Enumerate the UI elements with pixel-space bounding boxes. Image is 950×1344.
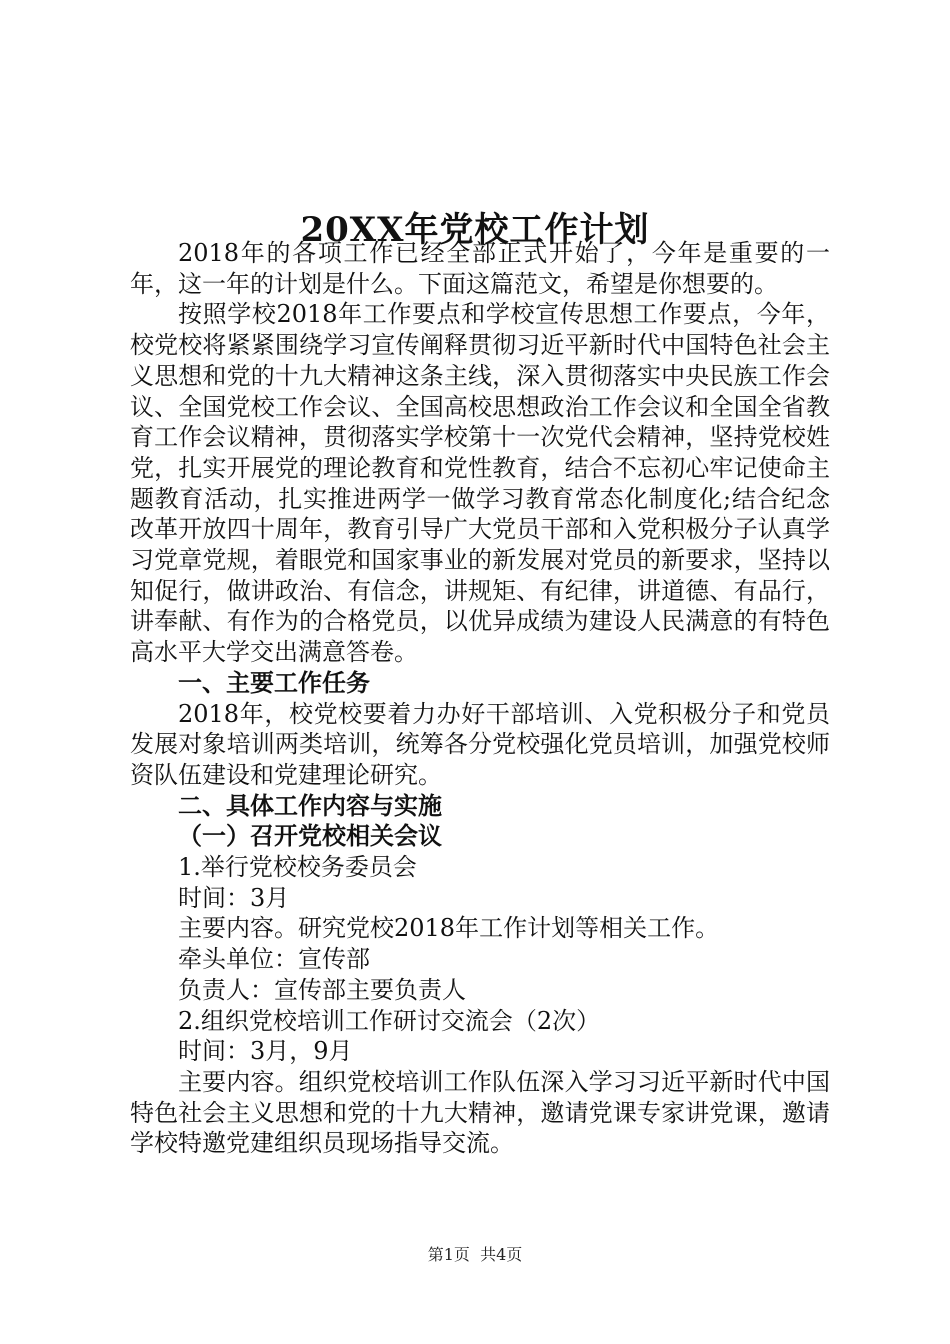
item-lead-unit: 牵头单位：宣传部 [178,945,370,974]
item-responsible-person: 负责人：宣传部主要负责人 [178,975,466,1004]
page-footer [0,1243,950,1267]
intro-paragraph: 2018年的各项工作已经全部正式开始了，今年是重要的一年，这一年的计划是什么。下面这篇范文，希望是你想要的。 [130,239,830,298]
page-number-total: 共4页 [480,1245,523,1264]
main-tasks-paragraph: 2018年，校党校要着力办好干部培训、入党积极分子和党员发展对象培训两类培训，统筹各分党校强化党员培训，加强党校师资队伍建设和党建理论研究。 [130,699,830,789]
item-time: 时间：3月，9月 [178,1037,353,1066]
item-heading-seminar: 2.组织党校培训工作研讨交流会（2次） [178,1006,601,1035]
document-title: 20XX年党校工作计划 [300,209,650,250]
item-time: 时间：3月 [178,883,290,912]
document-body [130,238,830,1159]
item-content: 主要内容。研究党校2018年工作计划等相关工作。 [178,914,720,943]
subsection-heading-meetings: （一）召开党校相关会议 [178,821,442,851]
item-heading-council-meeting: 1.举行党校校务委员会 [178,853,417,882]
section-heading-implementation: 二、具体工作内容与实施 [178,790,442,820]
plan-overview-paragraph: 按照学校2018年工作要点和学校宣传思想工作要点，今年，校党校将紧紧围绕学习宣传阐释贯彻习近平新时代中国特色社会主义思想和党的十九大精神这条主线，深入贯彻落实中央民族工作会议、全国党校工作会议、全国高校思想政治工作会议和全国全省教育工作会议精神，贯彻落实学校第十一次党代会精神，坚持党校姓党，扎实开展党的理论教育和党性教育，结合不忘初心牢记使命主题教育活动，扎实推进两学一做学习教育常态化制度化;结合纪念改革开放四十周年，教育引导广大党员干部和入党积极分子认真学习党章党规，着眼党和国家事业的新发展对党员的新要求，坚持以知促行，做讲政治、有信念，讲规矩、有纪律，讲道德、有品行，讲奉献、有作为的合格党员，以优异成绩为建设人民满意的有特色高水平大学交出满意答卷。 [130,300,830,667]
page-number-current: 第1页 [427,1245,470,1264]
item-content: 主要内容。组织党校培训工作队伍深入学习习近平新时代中国特色社会主义思想和党的十九大精神，邀请党课专家讲党课，邀请学校特邀党建组织员现场指导交流。 [130,1067,830,1158]
section-heading-main-tasks: 一、主要工作任务 [178,667,370,697]
